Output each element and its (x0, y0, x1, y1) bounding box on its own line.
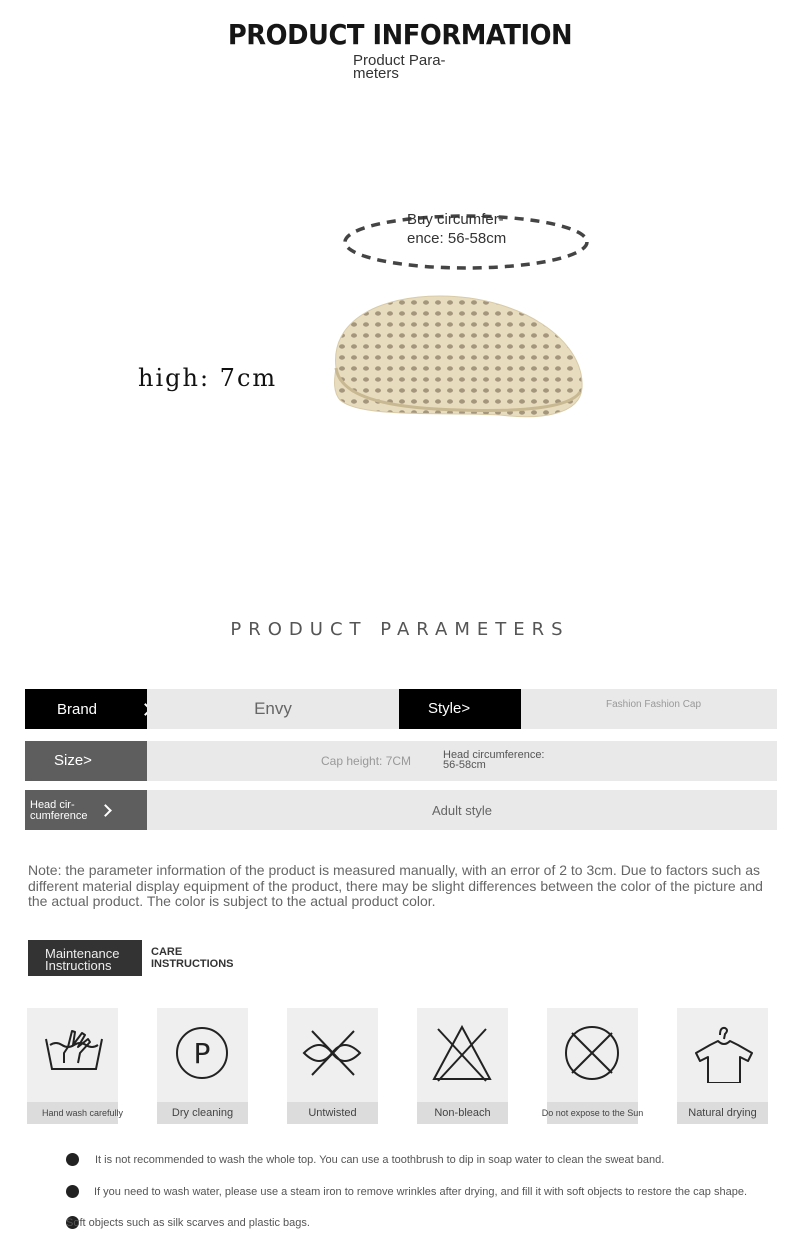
size-value-cell (147, 741, 777, 781)
care-card-no-sun (541, 1008, 644, 1124)
style-value-cell (521, 689, 777, 729)
bullet-dot (66, 1185, 79, 1198)
care-caption: Untwisted (287, 1102, 378, 1124)
untwisted-icon (302, 1023, 366, 1083)
care-caption: Non-bleach (417, 1102, 508, 1124)
care-card-non-bleach (417, 1008, 508, 1124)
parameters-title: PRODUCT PARAMETERS (230, 619, 570, 640)
brand-label-cell (25, 689, 147, 729)
care-caption: Natural drying (677, 1102, 768, 1124)
maintenance-label: Maintenance Instructions (28, 940, 142, 976)
care-card-dry-cleaning (157, 1008, 248, 1124)
care-card-hand-wash (27, 1008, 124, 1124)
brand-value: Envy (147, 689, 399, 729)
svg-text:P: P (193, 1037, 211, 1070)
style-label: Style> (399, 689, 521, 729)
circumference-label: Buy circumfer- ence: 56-58cm (407, 211, 507, 247)
height-label: high: 7cm (138, 364, 278, 392)
bullet-text: Soft objects such as silk scarves and plastic bags. (66, 1217, 310, 1229)
care-card-natural-drying (677, 1008, 768, 1124)
care-caption: Dry cleaning (157, 1102, 248, 1124)
chevron-right-icon (99, 804, 112, 817)
hand-wash-icon (42, 1023, 106, 1083)
hat-figure (0, 0, 800, 600)
page-title: PRODUCT INFORMATION (227, 18, 573, 51)
brand-label: Brand (57, 700, 98, 718)
care-caption: Do not expose to the Sun (547, 1102, 638, 1124)
size-label: Size> (25, 741, 147, 781)
head-circumference: Head circumference: 56-58cm (443, 749, 545, 771)
bullet-text: It is not recommended to wash the whole top. You can use a toothbrush to dip in soap water to clean the sweat band. (95, 1154, 665, 1166)
head-label-cell (25, 790, 147, 830)
note-text: Note: the parameter information of the product is measured manually, with an error of 2 to 3cm. Due to factors such as different material display equipment of the product, there may be slight differences between the color of the picture and the actual product. The color is subject to the actual product color. (28, 862, 763, 909)
non-bleach-icon (432, 1023, 496, 1083)
no-sun-icon (562, 1023, 626, 1083)
care-caption: Hand wash carefully (27, 1102, 118, 1124)
natural-drying-icon (692, 1023, 756, 1083)
bullet-dot (66, 1153, 79, 1166)
care-instructions-label: CARE INSTRUCTIONS (151, 946, 234, 970)
head-label: Head cir- cumference (30, 799, 88, 822)
page-subtitle: Product Para- meters (353, 52, 446, 82)
cap-height: Cap height: 7CM (321, 754, 412, 768)
bullet-text: If you need to wash water, please use a steam iron to remove wrinkles after drying, and fill it with soft objects to restore the cap shape. (94, 1186, 748, 1198)
dry-cleaning-icon (172, 1023, 236, 1083)
care-card-untwisted (287, 1008, 378, 1124)
style-value: Fashion Fashion Cap (606, 699, 702, 710)
head-value: Adult style (147, 790, 777, 830)
